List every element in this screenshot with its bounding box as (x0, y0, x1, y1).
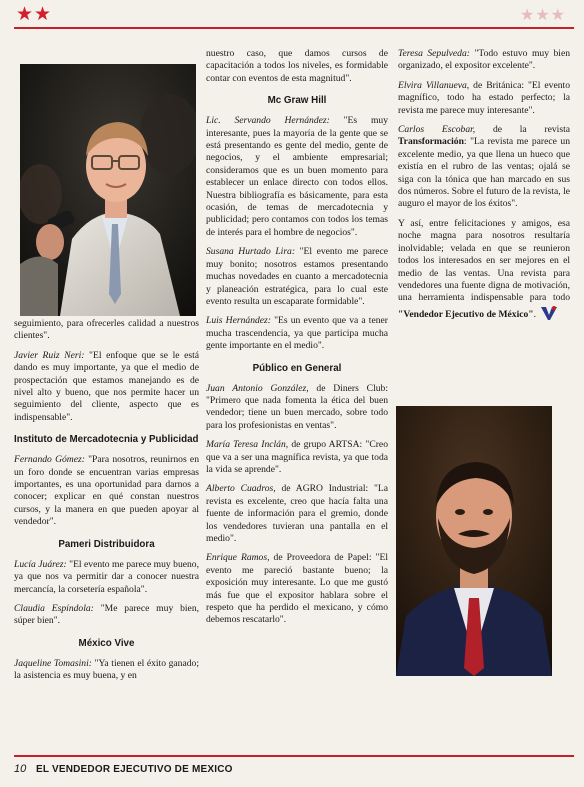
quote-text: de Británica: "El evento magnífico, todo ha estado perfecto; la revista me parece muy interesante". (398, 79, 570, 116)
section-heading-publico: Público en General (252, 362, 342, 374)
magazine-title: "Vendedor Ejecutivo de México" (398, 308, 534, 320)
magazine-name: Transformación (398, 136, 464, 148)
quote-text: : "La revista me parece un excelente medio, ya que llena un hueco que existía en el rubro de las ventas; ojalá se siga con la tónica que han marcado en sus dos números. Sobre el futuro de la revista, le auguro el mayor de los éxitos". (398, 136, 570, 210)
col2-paragraph-2 (206, 246, 388, 308)
col1-paragraph-1 (14, 350, 199, 424)
speaker-name: Fernando Gómez: (14, 454, 85, 466)
header-faint-stars: ★★★ (519, 5, 566, 24)
speaker-name: Enrique Ramos, (206, 552, 270, 564)
col1-paragraph-3 (14, 559, 199, 596)
magazine-footer-title: EL VENDEDOR EJECUTIVO DE MEXICO (36, 764, 233, 775)
section-heading-pameri: Pameri Distribuidora (58, 538, 155, 550)
column-right (398, 48, 570, 332)
speaker-name: Juan Antonio González, (206, 382, 309, 394)
section-heading-mexico-vive: México Vive (78, 637, 135, 649)
quote-text: "El evento me parece muy bueno, ya que nos va permitir dar a conocer nuestra mercancía, la corsetería española". (14, 558, 199, 595)
quote-text: "El evento me parece muy bonito; nosotros estamos presentando muchas novedades en cuanto a mercadotecnia y planeación estratégica, para lo cual este evento resulta un escaparate formidable". (206, 246, 388, 307)
photo-bearded-man (396, 406, 552, 676)
speaker-photo-image (20, 64, 196, 316)
quote-text: de Proveedora de Papel: "El evento me pareció bastante bueno; la exposición muy interesante. Lo que me gustó más fue que el expositor hablara sobre el respeto que ha perdido el mexicano, y cómo debemos rescatarlo". (206, 552, 388, 626)
col2-paragraph-3 (206, 315, 388, 352)
speaker-name: Lic. Servando Hernández: (206, 115, 330, 127)
closing-period: . (533, 308, 537, 320)
speaker-name: Luis Hernández: (206, 315, 271, 327)
column-left (14, 318, 199, 690)
page-number: 10 (14, 763, 27, 775)
speaker-name: Elvira Villanueva, (398, 79, 470, 91)
closing-text: Y así, entre felicitaciones y amigos, esa noche magna para nosotros resultaría inolvidable; velada en que se reunieron todos los interesados en ser mejores en el medio de las ventas. Una revista para vendedores una fuente digna de motivación, una herramienta indispensable para todo (398, 217, 570, 304)
col2-paragraph-1 (206, 115, 388, 239)
section-heading-mc-graw-hill: Mc Graw Hill (267, 95, 327, 107)
col1-paragraph-2 (14, 454, 199, 528)
col1-paragraph-5 (14, 658, 199, 683)
section-heading-instituto: Instituto de Mercadotecnia y Publicidad (14, 434, 199, 446)
speaker-name: María Teresa Inclán, (206, 439, 289, 451)
photo-speaker-with-microphone (20, 64, 196, 316)
col2-paragraph-5 (206, 439, 388, 476)
col2-paragraph-0: nuestro caso, que damos cursos de capacitación a todos los niveles, es formidable contar con eventos de esta magnitud". (206, 48, 388, 84)
quote-text: "Ya tienen el éxito ganado; la asistencia es muy buena, y en (14, 657, 199, 682)
page-header (14, 0, 574, 32)
col3-paragraph-3 (398, 124, 570, 211)
col3-paragraph-2 (398, 80, 570, 117)
quote-text: "Para nosotros, reunirnos en un foro donde se encuentran varias empresas importantes, es una oportunidad para darnos a conocer; explicar en qué constan nuestros cursos, y la manera en que pueden apoyar al vendedor". (14, 454, 199, 528)
speaker-name: Teresa Sepulveda: (398, 48, 470, 59)
quote-text: de Diners Club: "Primero que nada fomenta la ética del buen vendedor; tiene un buen mercado, sobre todo para los profesionistas en ventas". (206, 382, 388, 431)
col3-paragraph-1 (398, 48, 570, 73)
footer-rule (14, 755, 574, 757)
col2-paragraph-6 (206, 483, 388, 545)
quote-text: "Es muy interesante, pues la mayoría de la gente que se está presentando es gente del medio, gente de negocios, y el ambiente empresarial; consideramos que es un buen momento para establecer un enlace directo con todos ellos. Nuestra bibliografía es básicamente, para esta ocasión, de temas de mercadotecnia y publicidad; pero contamos con todos los temas de interés para el hombre de negocios". (206, 115, 388, 238)
quote-text: "Todo estuvo muy bien organizado, el expositor excelente". (398, 48, 570, 72)
quote-text: "Es un evento que va a tener mucha trascendencia, ya que participa mucha gente importante en el medio". (206, 315, 388, 352)
quote-text: "Me parece muy bien, súper bien". (14, 602, 200, 627)
quote-text: "El enfoque que se le está dando es muy importante, ya que el medio de prospectación que estamos manejando es de nivel alto y bueno, que nos permite hacer un seguimiento del cliente, aspecto que es indispensable". (14, 349, 199, 423)
speaker-name: Jaqueline Tomasini: (14, 657, 92, 669)
speaker-name: Alberto Cuadros, (206, 483, 276, 495)
col2-paragraph-7 (206, 552, 388, 626)
col1-paragraph-4 (14, 603, 199, 628)
quote-text: de AGRO Industrial: "La revista es excelente, creo que hacía falta una fuente de información para el gremio, donde los vendedores tuvieran una pantalla en el medio". (206, 483, 388, 544)
col2-paragraph-4 (206, 383, 388, 433)
quote-text: de la revista (475, 124, 570, 136)
header-stars: ★★ (16, 3, 53, 25)
col3-closing-paragraph (398, 218, 570, 325)
column-middle (206, 48, 388, 634)
speaker-name: Susana Hurtado Lira: (206, 246, 296, 258)
quote-text: de grupo ARTSA: "Creo que va a ser una magnífica revista, ya que toda la vida se aprende". (206, 439, 388, 475)
col1-paragraph-0: seguimiento, para ofrecerles calidad a nuestros clientes". (14, 318, 199, 342)
magazine-logo-icon (540, 305, 558, 325)
header-rule (14, 27, 574, 29)
page-footer (14, 755, 574, 783)
speaker-name: Claudia Espíndola: (14, 602, 94, 614)
bearded-man-photo-image (396, 406, 552, 676)
speaker-name: Carlos Escobar, (398, 124, 476, 136)
speaker-name: Lucía Juárez: (14, 558, 67, 570)
speaker-name: Javier Ruiz Neri: (14, 349, 85, 361)
